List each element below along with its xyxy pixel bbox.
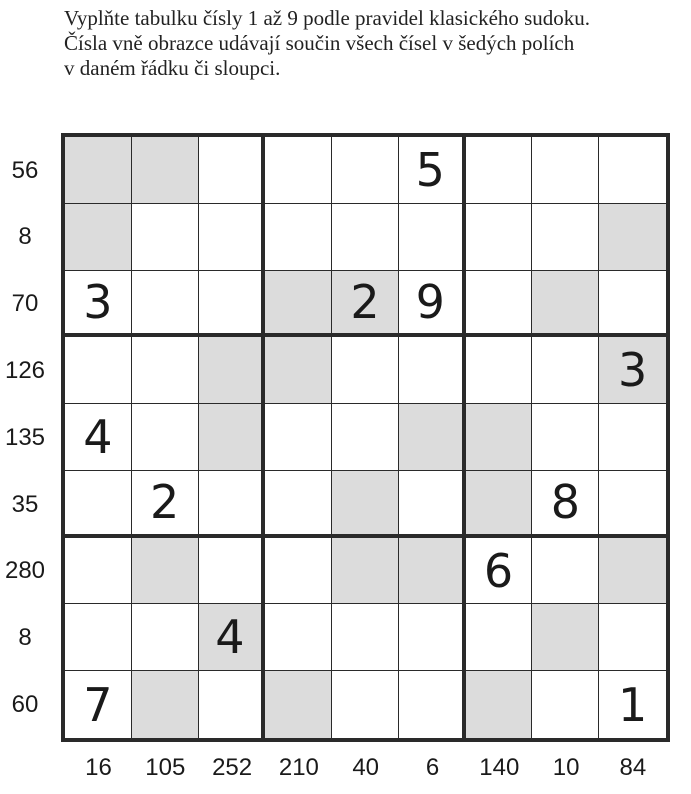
grid-cell-r5-c4[interactable] [265,404,332,471]
grid-cell-r3-c7[interactable] [466,271,533,338]
grid-cell-r1-c6[interactable]: 5 [399,137,466,204]
grid-cell-r3-c9[interactable] [599,271,666,338]
grid-cell-r4-c8[interactable] [532,337,599,404]
grid-cell-r3-c1[interactable]: 3 [65,271,132,338]
grid-cell-r7-c5[interactable] [332,538,399,605]
grid-cell-r6-c8[interactable]: 8 [532,471,599,538]
grid-cell-r4-c6[interactable] [399,337,466,404]
grid-cell-r8-c1[interactable] [65,604,132,671]
grid-cell-r5-c2[interactable] [132,404,199,471]
grid-cell-r6-c4[interactable] [265,471,332,538]
grid-cell-r7-c4[interactable] [265,538,332,605]
row-clue-4: 126 [4,356,46,384]
grid-cell-r6-c2[interactable]: 2 [132,471,199,538]
grid-cell-r1-c2[interactable] [132,137,199,204]
grid-cell-r7-c1[interactable] [65,538,132,605]
grid-cell-r5-c3[interactable] [199,404,266,471]
col-clue-9: 84 [619,754,647,781]
grid-cell-r7-c8[interactable] [532,538,599,605]
grid-cell-r5-c7[interactable] [466,404,533,471]
col-clue-1: 16 [85,754,112,781]
row-clue-7: 280 [4,557,46,585]
row-clue-1: 56 [11,156,39,184]
grid-cell-r5-c1[interactable]: 4 [65,404,132,471]
grid-cell-r9-c3[interactable] [199,671,266,738]
col-clue-5: 40 [352,754,380,781]
grid-cell-r1-c8[interactable] [532,137,599,204]
grid-cell-r4-c4[interactable] [265,337,332,404]
col-clue-7: 140 [479,754,520,781]
col-clue-3: 252 [212,754,253,781]
instructions-line-3: v daném řádku či sloupci. [64,56,281,80]
grid-cell-r7-c2[interactable] [132,538,199,605]
grid-cell-r8-c4[interactable] [265,604,332,671]
grid-cell-r4-c9[interactable]: 3 [599,337,666,404]
grid-cell-r2-c6[interactable] [399,204,466,271]
grid-cell-r2-c8[interactable] [532,204,599,271]
grid-cell-r5-c8[interactable] [532,404,599,471]
grid-cell-r1-c7[interactable] [466,137,533,204]
grid-cell-r2-c7[interactable] [466,204,533,271]
grid-cell-r8-c5[interactable] [332,604,399,671]
grid-cell-r5-c5[interactable] [332,404,399,471]
grid-cell-r8-c7[interactable] [466,604,533,671]
col-clue-2: 105 [145,754,186,781]
grid-cell-r9-c8[interactable] [532,671,599,738]
grid-cell-r8-c2[interactable] [132,604,199,671]
grid-cell-r7-c3[interactable] [199,538,266,605]
grid-cell-r3-c8[interactable] [532,271,599,338]
grid-cell-r5-c6[interactable] [399,404,466,471]
grid-cell-r4-c1[interactable] [65,337,132,404]
grid-cell-r6-c9[interactable] [599,471,666,538]
grid-cell-r8-c3[interactable]: 4 [199,604,266,671]
grid-cell-r9-c9[interactable]: 1 [617,677,648,732]
grid-cell-r8-c6[interactable] [399,604,466,671]
grid-cell-r3-c4[interactable] [265,271,332,338]
grid-cell-r7-c7[interactable]: 6 [466,538,533,605]
grid-cell-r6-c3[interactable] [199,471,266,538]
grid-cell-r6-c6[interactable] [399,471,466,538]
grid-cell-r1-c4[interactable] [265,137,332,204]
grid-cell-r2-c5[interactable] [332,204,399,271]
grid-cell-r5-c9[interactable] [599,404,666,471]
grid-cell-r2-c3[interactable] [199,204,266,271]
grid-cell-r6-c1[interactable] [65,471,132,538]
row-clue-9: 60 [11,690,39,718]
col-clue-6: 6 [425,754,440,781]
grid-cell-r7-c6[interactable] [399,538,466,605]
col-clue-4: 210 [278,754,319,781]
grid-cell-r1-c9[interactable] [599,137,666,204]
row-clue-5: 135 [4,423,46,451]
grid-cell-r3-c3[interactable] [199,271,266,338]
grid-cell-r3-c5[interactable]: 2 [332,271,399,338]
instructions-line-2: Čísla vně obrazce udávají součin všech čísel v šedých polích [64,31,575,55]
sudoku-grid [61,133,670,742]
grid-cell-r4-c2[interactable] [132,337,199,404]
grid-cell-r7-c9[interactable] [599,538,666,605]
grid-cell-r2-c1[interactable] [65,204,132,271]
grid-cell-r1-c3[interactable] [199,137,266,204]
grid-cell-r8-c8[interactable] [532,604,599,671]
grid-cell-r6-c7[interactable] [466,471,533,538]
instructions-line-1: Vyplňte tabulku čísly 1 až 9 podle pravidel klasického sudoku. [64,6,591,30]
grid-cell-r2-c2[interactable] [132,204,199,271]
grid-cell-r2-c9[interactable] [599,204,666,271]
grid-cell-r4-c3[interactable] [199,337,266,404]
grid-cell-r9-c5[interactable] [332,671,399,738]
grid-cell-r9-c7[interactable] [466,671,533,738]
grid-cell-r2-c4[interactable] [265,204,332,271]
grid-cell-r3-c2[interactable] [132,271,199,338]
grid-cell-r1-c5[interactable] [332,137,399,204]
row-clue-2: 8 [18,223,32,251]
row-clue-3: 70 [11,290,39,318]
grid-cell-r9-c6[interactable] [399,671,466,738]
instructions [64,6,684,81]
grid-cell-r4-c7[interactable] [466,337,533,404]
grid-cell-r6-c5[interactable] [332,471,399,538]
grid-cell-r8-c9[interactable] [599,604,666,671]
grid-cell-r9-c4[interactable] [265,671,332,738]
grid-cell-r9-c2[interactable] [132,671,199,738]
grid-cell-r9-c1[interactable]: 7 [65,671,132,738]
grid-cell-r1-c1[interactable] [65,137,132,204]
row-clue-6: 35 [11,490,39,518]
col-clue-8: 10 [552,754,580,781]
grid-cell-r4-c5[interactable] [332,337,399,404]
row-clue-8: 8 [18,624,32,652]
grid-cell-r3-c6[interactable]: 9 [399,271,466,338]
